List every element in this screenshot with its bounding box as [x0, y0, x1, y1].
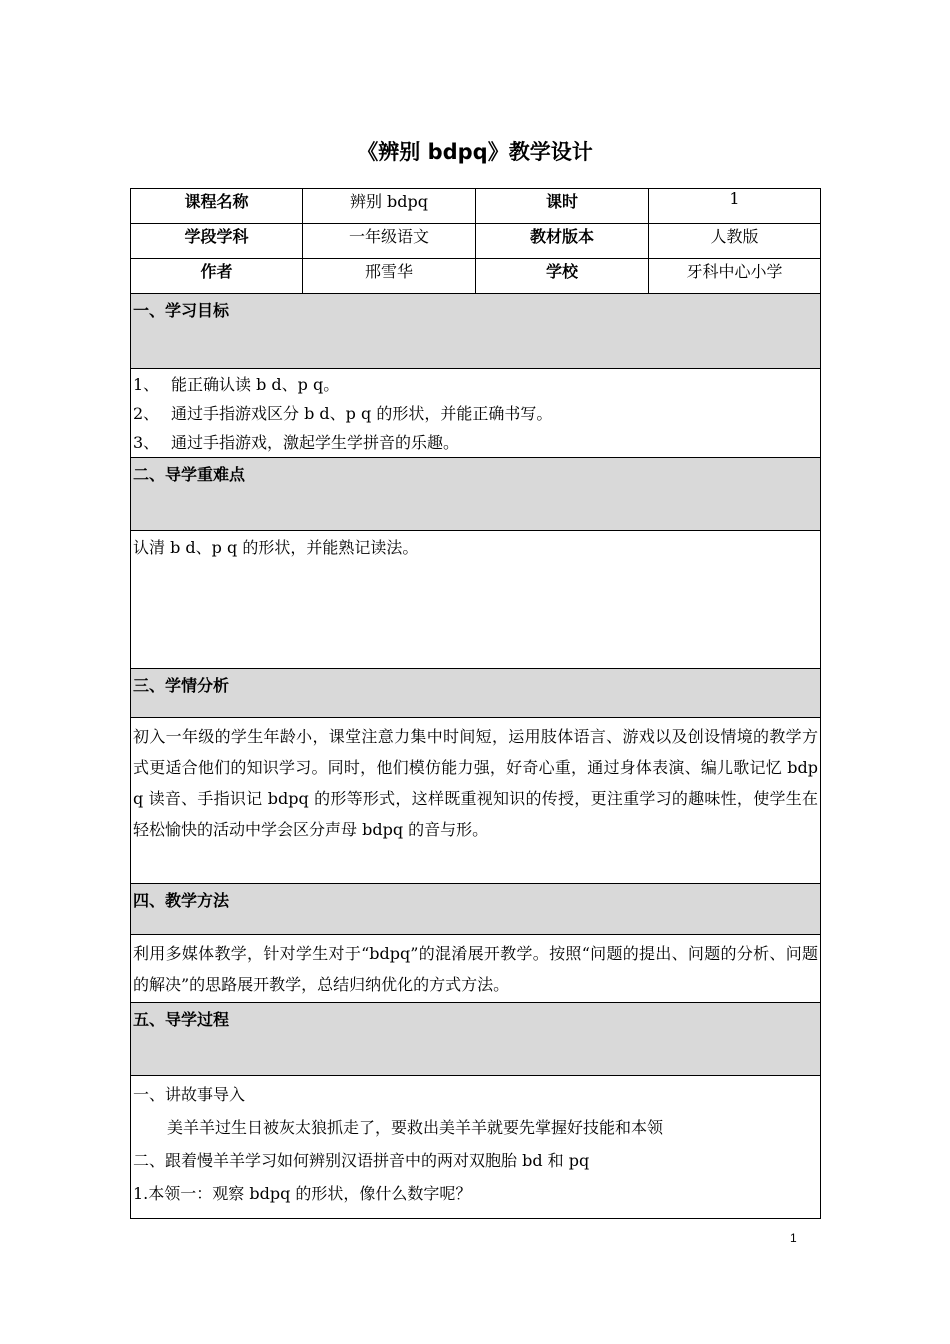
lesson-plan-table	[130, 188, 821, 1219]
author-value: 邢雪华	[303, 259, 476, 294]
process-line: 美羊羊过生日被灰太狼抓走了，要救出美羊羊就要先掌握好技能和本领	[167, 1118, 664, 1137]
process-heading-row	[131, 1003, 821, 1076]
key-points-body-row	[131, 531, 821, 669]
period-label: 课时	[476, 189, 649, 224]
goals-heading: 一、学习目标	[131, 294, 821, 369]
key-points-heading-row	[131, 458, 821, 531]
analysis-body-row	[131, 718, 821, 884]
methods-heading-row	[131, 884, 821, 935]
info-row-2	[131, 224, 821, 259]
textbook-value: 人教版	[649, 224, 821, 259]
methods-text: 利用多媒体教学，针对学生对于“bdpq”的混淆展开教学。按照“问题的提出、问题的分析、问题的解决”的思路展开教学，总结归纳优化的方式方法。	[131, 935, 821, 1003]
process-line: 一、讲故事导入	[133, 1085, 246, 1104]
school-label: 学校	[476, 259, 649, 294]
info-row-3	[131, 259, 821, 294]
grade-subject-label: 学段学科	[131, 224, 303, 259]
info-row-1	[131, 189, 821, 224]
course-name-label: 课程名称	[131, 189, 303, 224]
process-line: 二、跟着慢羊羊学习如何辨别汉语拼音中的两对双胞胎 bd 和 pq	[133, 1151, 590, 1170]
page-number: 1	[790, 1231, 797, 1245]
analysis-heading: 三、学情分析	[131, 669, 821, 718]
goals-body-row	[131, 369, 821, 458]
list-item: 1、 能正确认读 b d、p q。	[133, 375, 340, 394]
document-title: 《辨别 bdpq》教学设计	[357, 140, 593, 164]
course-name-value: 辨别 bdpq	[303, 189, 476, 224]
process-body-row	[131, 1076, 821, 1219]
textbook-label: 教材版本	[476, 224, 649, 259]
list-item: 3、 通过手指游戏，激起学生学拼音的乐趣。	[133, 433, 460, 452]
author-label: 作者	[131, 259, 303, 294]
process-line: 1.本领一：观察 bdpq 的形状，像什么数字呢？	[133, 1184, 472, 1203]
grade-subject-value: 一年级语文	[303, 224, 476, 259]
period-value: 1	[649, 189, 821, 224]
key-points-heading: 二、导学重难点	[131, 458, 821, 531]
list-item: 2、 通过手指游戏区分 b d、p q 的形状，并能正确书写。	[133, 404, 553, 423]
key-points-text: 认清 b d、p q 的形状，并能熟记读法。	[131, 531, 821, 669]
process-heading: 五、导学过程	[131, 1003, 821, 1076]
process-content	[131, 1076, 821, 1219]
goals-list	[131, 369, 821, 458]
school-value: 牙科中心小学	[649, 259, 821, 294]
methods-heading: 四、教学方法	[131, 884, 821, 935]
goals-heading-row	[131, 294, 821, 369]
analysis-heading-row	[131, 669, 821, 718]
analysis-text: 初入一年级的学生年龄小，课堂注意力集中时间短，运用肢体语言、游戏以及创设情境的教学方式更适合他们的知识学习。同时，他们模仿能力强，好奇心重，通过身体表演、编儿歌记忆 bdpq 读音、手指识记 bdpq 的形等形式，这样既重视知识的传授，更注重学习的趣味性，使学生在轻松愉快的活动中学会区分声母 bdpq 的音与形。	[131, 718, 821, 884]
methods-body-row	[131, 935, 821, 1003]
